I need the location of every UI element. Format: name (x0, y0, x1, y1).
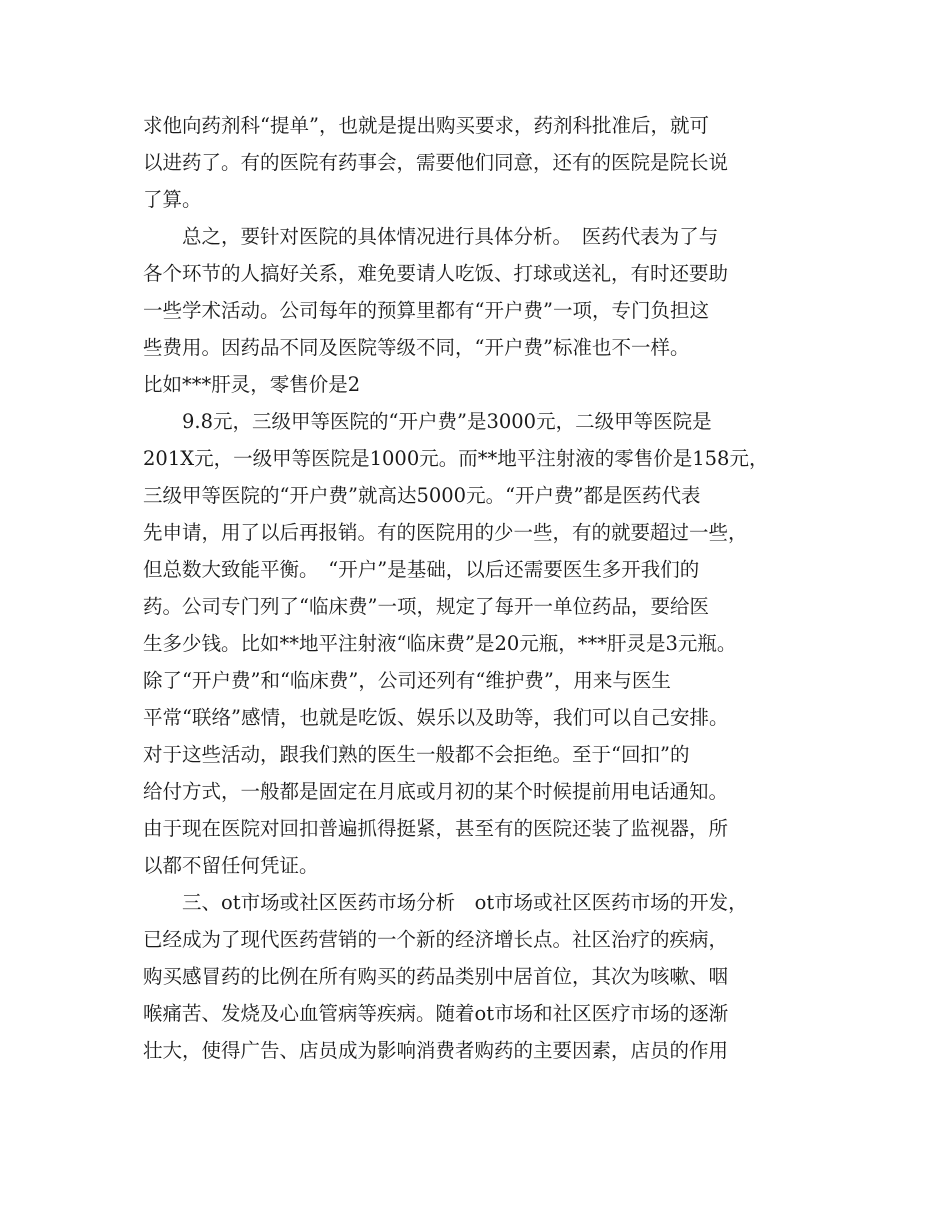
text-line-2: 以进药了。有的医院有药事会，需要他们同意，还有的医院是院长说 (143, 151, 729, 174)
text-line-8: 比如***肝灵，零售价是2 (143, 373, 361, 396)
text-line-25: 喉痛苦、发烧及心血管病等疾病。随着ot市场和社区医疗市场的逐渐 (143, 1002, 729, 1025)
text-line-5: 各个环节的人搞好关系，难免要请人吃饭、打球或送礼，有时还要助 (143, 262, 729, 285)
text-line-14: 药。公司专门列了“临床费”一项，规定了每开一单位药品，要给医 (143, 595, 709, 618)
text-line-13: 但总数大致能平衡。 “开户”是基础，以后还需要医生多开我们的 (143, 558, 700, 581)
text-line-26: 壮大，使得广告、店员成为影响消费者购药的主要因素，店员的作用 (143, 1039, 729, 1062)
text-line-12: 先申请，用了以后再报销。有的医院用的少一些，有的就要超过一些， (143, 521, 748, 544)
text-line-21: 以都不留任何凭证。 (143, 854, 319, 877)
text-line-3: 了算。 (143, 188, 202, 211)
text-line-7: 些费用。因药品不同及医院等级不同，“开户费”标准也不一样。 (143, 336, 690, 359)
text-line-15: 生多少钱。比如**地平注射液“临床费”是20元瓶，***肝灵是3元瓶。 (143, 632, 737, 655)
text-line-4: 总之，要针对医院的具体情况进行具体分析。 医药代表为了与 (143, 225, 719, 248)
text-line-18: 对于这些活动，跟我们熟的医生一般都不会拒绝。至于“回扣”的 (143, 743, 690, 766)
text-line-16: 除了“开户费”和“临床费”，公司还列有“维护费”，用来与医生 (143, 669, 671, 692)
text-line-24: 购买感冒药的比例在所有购买的药品类别中居首位，其次为咳嗽、咽 (143, 965, 729, 988)
text-line-6: 一些学术活动。公司每年的预算里都有“开户费”一项，专门负担这 (143, 299, 709, 322)
text-line-23: 已经成为了现代医药营销的一个新的经济增长点。社区治疗的疾病， (143, 928, 729, 951)
text-line-11: 三级甲等医院的“开户费”就高达5000元。“开户费”都是医药代表 (143, 484, 701, 507)
text-line-9: 9.8元，三级甲等医院的“开户费”是3000元，二级甲等医院是 (143, 410, 712, 433)
text-line-10: 201X元，一级甲等医院是1000元。而**地平注射液的零售价是158元， (143, 447, 769, 470)
text-line-22: 三、ot市场或社区医药市场分析 ot市场或社区医药市场的开发， (143, 891, 748, 914)
text-line-1: 求他向药剂科“提单”，也就是提出购买要求，药剂科批准后，就可 (143, 114, 709, 137)
text-line-17: 平常“联络”感情，也就是吃饭、娱乐以及助等，我们可以自己安排。 (143, 706, 729, 729)
text-line-20: 由于现在医院对回扣普遍抓得挺紧，甚至有的医院还装了监视器，所 (143, 817, 729, 840)
text-line-19: 给付方式，一般都是固定在月底或月初的某个时候提前用电话通知。 (143, 780, 729, 803)
